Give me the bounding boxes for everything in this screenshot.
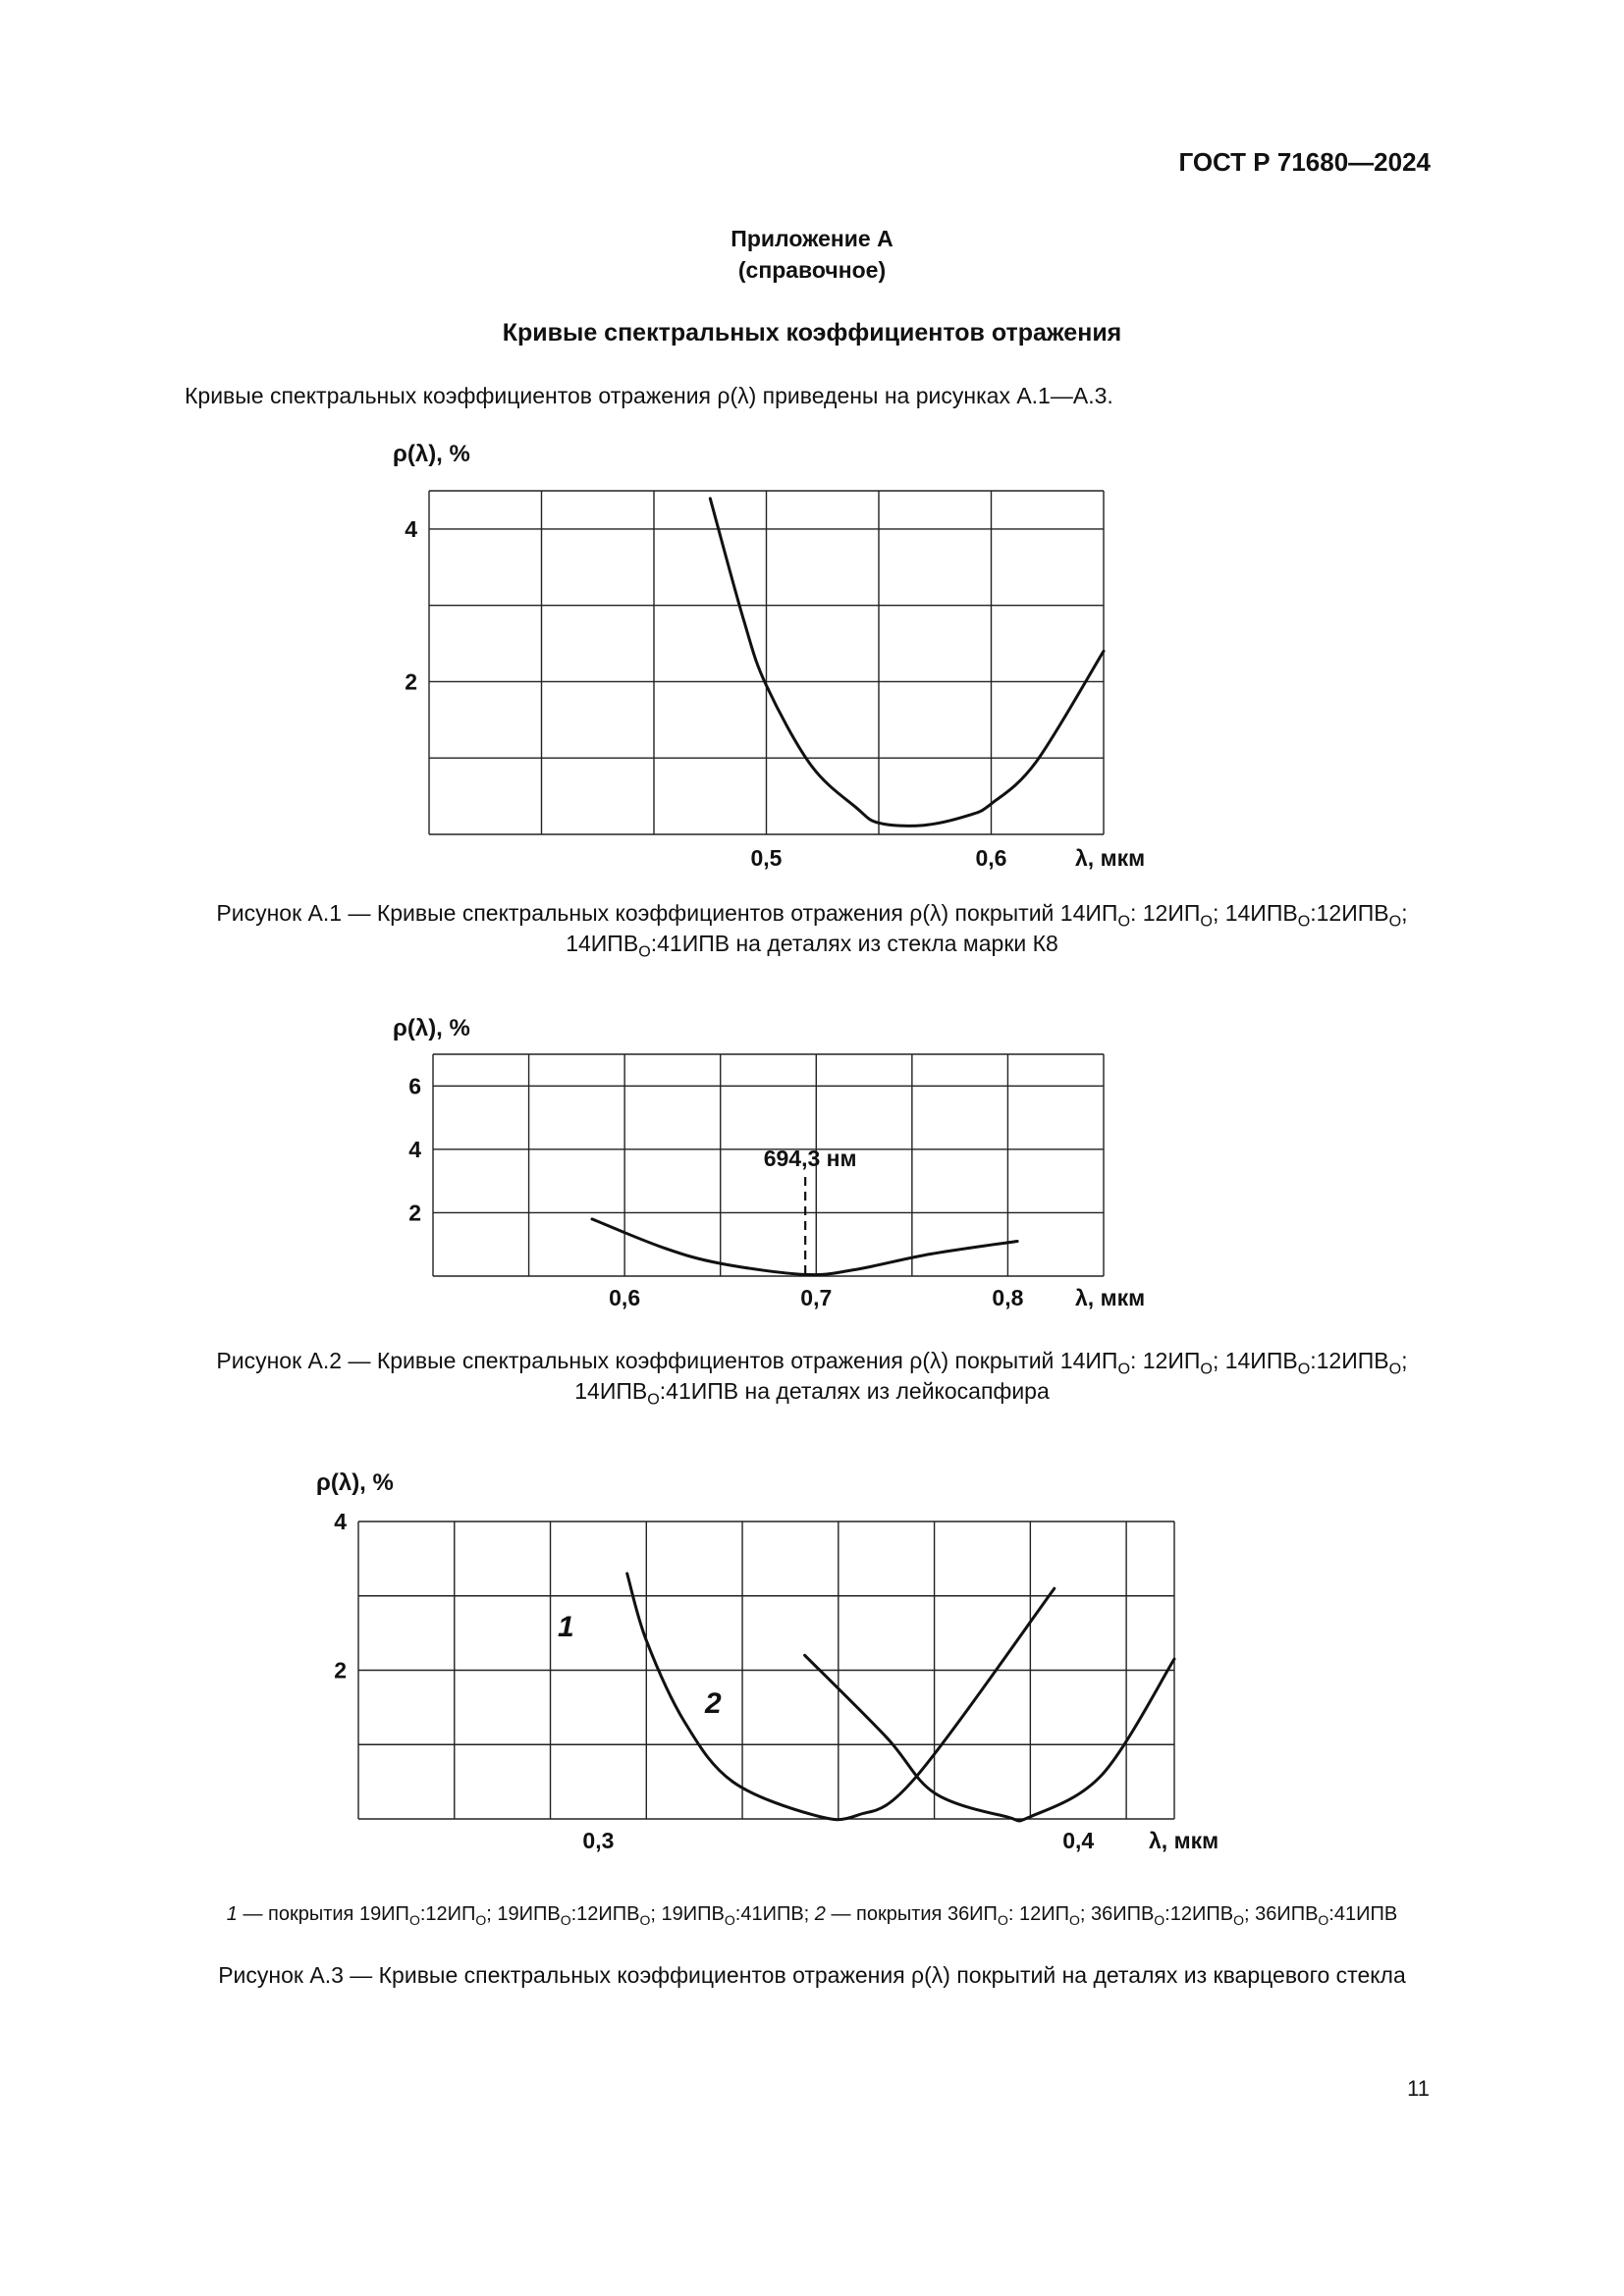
x-tick-label: 0,8 <box>992 1285 1024 1310</box>
figure-a1-caption <box>98 898 1526 959</box>
x-tick-label: 0,5 <box>750 845 783 871</box>
y-tick-label: 2 <box>405 668 417 695</box>
x-axis-label: λ, мкм <box>1075 845 1146 871</box>
series-label-1: 1 <box>558 1611 574 1643</box>
x-tick-label: 0,4 <box>1062 1828 1095 1853</box>
y-axis-label: ρ(λ), % <box>393 1015 470 1041</box>
x-tick-label: 0,6 <box>975 845 1007 871</box>
y-tick-label: 2 <box>334 1657 347 1683</box>
figure-a2-caption-line1: Рисунок А.2 — Кривые спектральных коэффициентов отражения ρ(λ) покрытий $14ИП_О$: $12ИП_О$; $14ИПВ_О:12ИПВ_О$; <box>216 1348 1408 1378</box>
figure-a1-chart <box>0 432 1624 883</box>
x-tick-label: 0,3 <box>582 1828 615 1853</box>
annotation-label: 694,3 нм <box>763 1146 857 1171</box>
appendix-subtitle: (справочное) <box>737 257 887 283</box>
y-tick-label: 4 <box>408 1136 421 1162</box>
x-axis-label: λ, мкм <box>1075 1285 1146 1310</box>
section-title: Кривые спектральных коэффициентов отражения <box>502 319 1122 347</box>
figure-a1-caption-line2: $14ИПВ_О:41ИПВ$ на деталях из стекла марки К8 <box>566 931 1058 961</box>
figure-a3-legend: 1 — покрытия $19ИП_О:12ИП_О$; $19ИПВ_О:12ИПВ_О$; $19ИПВ_О:41ИПВ$; 2 — покрытия $36ИП_О$: $12ИП_О$; $36ИПВ_О:12ИПВ_О$; $36ИПВ_О:41ИПВ$ <box>226 1903 1398 1928</box>
series-label-2: 2 <box>705 1687 722 1720</box>
figure-a3-chart <box>0 1463 1624 1855</box>
figure-a2-caption <box>98 1346 1526 1407</box>
figure-a2-caption-line2: $14ИПВ_О:41ИПВ$ на деталях из лейкосапфира <box>574 1378 1050 1409</box>
y-tick-label: 6 <box>408 1073 421 1099</box>
figure-a2-chart <box>0 1011 1624 1325</box>
x-axis-label: λ, мкм <box>1149 1828 1219 1853</box>
intro-paragraph: Кривые спектральных коэффициентов отражения ρ(λ) приведены на рисунках А.1—А.3. <box>185 383 1113 408</box>
x-tick-label: 0,6 <box>609 1285 641 1310</box>
appendix-title: Приложение А <box>731 226 893 251</box>
y-axis-label: ρ(λ), % <box>316 1469 394 1496</box>
series-line-1 <box>710 499 1104 827</box>
y-axis-label: ρ(λ), % <box>393 441 470 467</box>
y-tick-label: 4 <box>405 515 417 542</box>
figure-a1-caption-line1: Рисунок А.1 — Кривые спектральных коэффициентов отражения ρ(λ) покрытий $14ИП_О$: $12ИП_О$; $14ИПВ_О:12ИПВ_О$; <box>216 900 1408 931</box>
series-line-1 <box>627 1574 1055 1820</box>
x-tick-label: 0,7 <box>800 1285 833 1310</box>
figure-a3-caption: Рисунок А.3 — Кривые спектральных коэффициентов отражения ρ(λ) покрытий на деталях из кварцевого стекла <box>218 1962 1406 1988</box>
y-tick-label: 4 <box>334 1509 347 1534</box>
y-tick-label: 2 <box>408 1200 421 1226</box>
page-number: 11 <box>1407 2076 1430 2101</box>
document-number: ГОСТ Р 71680—2024 <box>1178 147 1431 177</box>
